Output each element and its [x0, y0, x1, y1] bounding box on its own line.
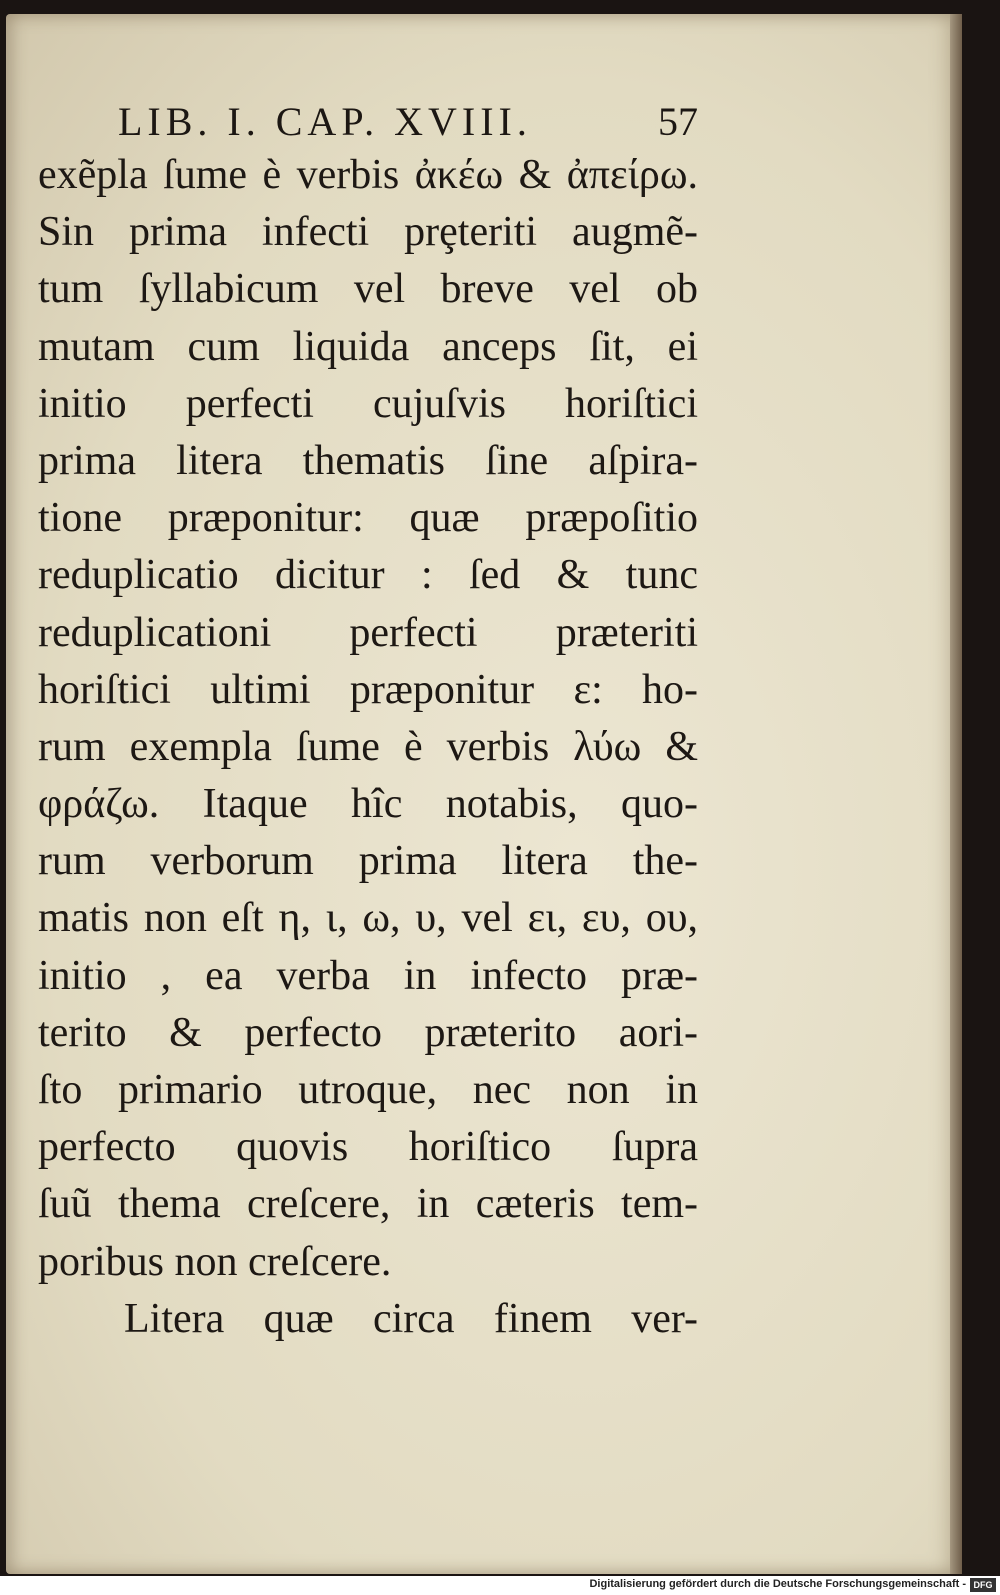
text-line: prima litera thematis ſine aſpira- — [38, 437, 698, 484]
text-line: rum verborum prima litera the- — [38, 838, 698, 885]
page-number: 57 — [658, 99, 698, 144]
text-line: matis non eſt η, ι, ω, υ, vel ει, ευ, ου, — [38, 895, 698, 942]
page-body — [38, 147, 698, 1348]
text-line: Litera quæ circa finem ver- — [124, 1295, 698, 1342]
text-line: exẽpla ſume è verbis ἀκέω & ἀπείρω. — [38, 152, 698, 198]
text-line: initio , ea verba in infecto præ- — [38, 952, 698, 999]
text-line: Sin prima infecti prȩteriti augmẽ- — [38, 209, 698, 256]
text-line: reduplicationi perfecti præteriti — [38, 609, 698, 656]
page-edge — [950, 14, 962, 1574]
running-title: LIB. I. CAP. XVIII. — [118, 99, 532, 144]
dfg-logo: DFG — [970, 1578, 996, 1592]
funding-credit: Digitalisierung gefördert durch die Deutsche Forschungsgemeinschaft - — [589, 1578, 966, 1590]
text-line: perfecto quovis horiſtico ſupra — [38, 1124, 698, 1171]
text-line: poribus non creſcere. — [38, 1238, 392, 1285]
text-line: terito & perfecto præterito aori- — [38, 1009, 698, 1056]
text-line: initio perfecti cujuſvis horiſtici — [38, 380, 698, 427]
running-header — [118, 98, 698, 145]
text-line: ſuũ thema creſcere, in cæteris tem- — [38, 1181, 698, 1228]
text-line: mutam cum liquida anceps ſit, ei — [38, 323, 698, 370]
text-line: tum ſyllabicum vel breve vel ob — [38, 266, 698, 313]
text-line: φράζω. Itaque hîc notabis, quo- — [38, 781, 698, 828]
text-line: tione præponitur: quæ præpoſitio — [38, 495, 698, 542]
text-line: reduplicatio dicitur : ſed & tunc — [38, 552, 698, 599]
text-line: rum exempla ſume è verbis λύω & — [38, 723, 698, 770]
text-line: horiſtici ultimi præponitur ε: ho- — [38, 666, 698, 713]
footer-bar — [0, 1576, 1000, 1595]
text-line: ſto primario utroque, nec non in — [38, 1067, 698, 1113]
